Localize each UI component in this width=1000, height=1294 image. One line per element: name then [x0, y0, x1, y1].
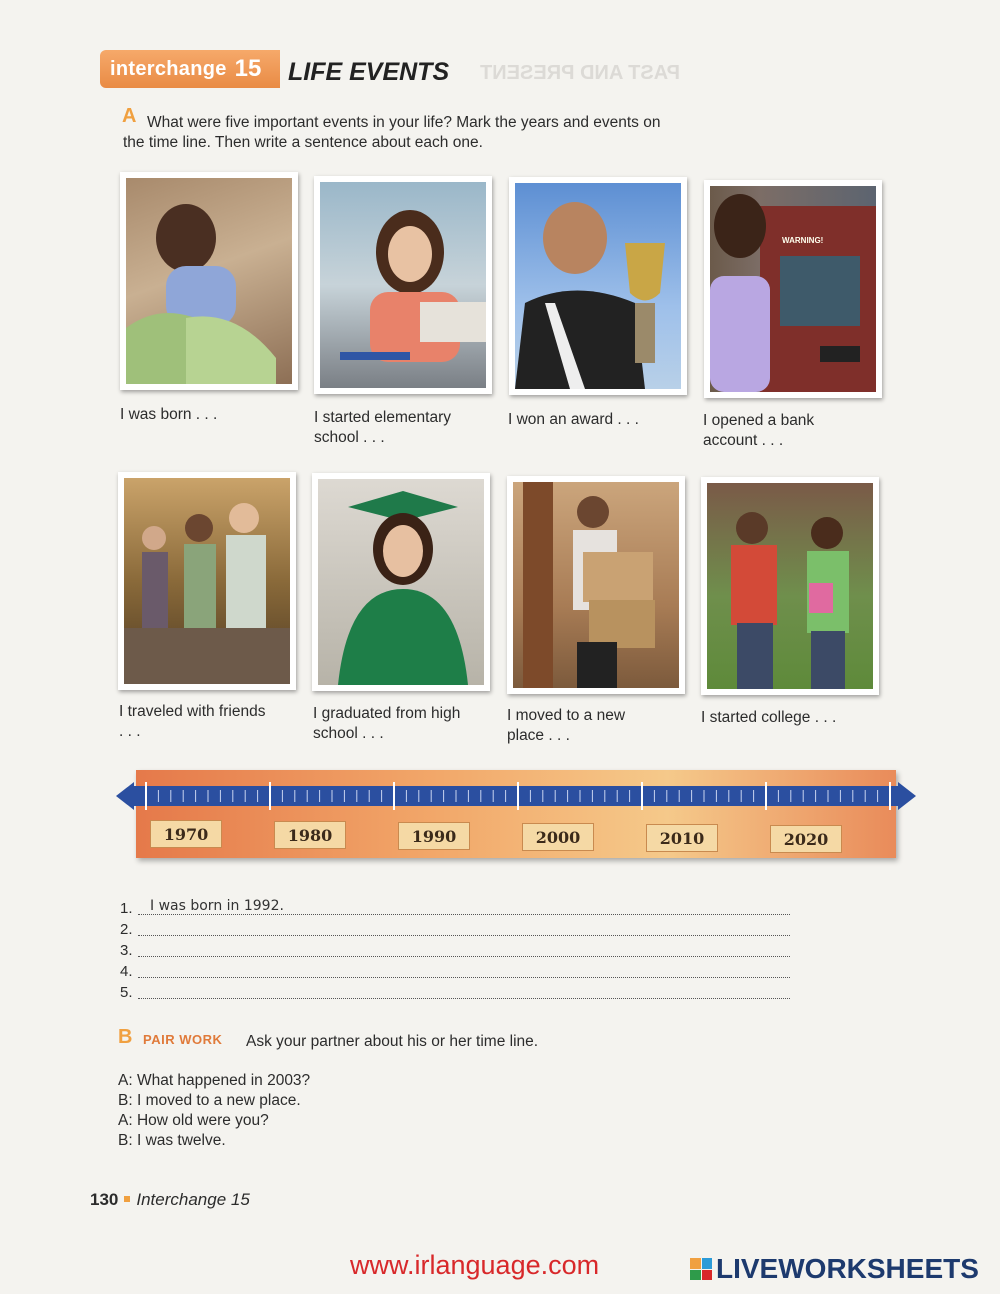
caption-graduated: I graduated from high school . . . — [313, 705, 461, 742]
answer-line-5[interactable] — [120, 984, 790, 1000]
badge-word: interchange — [110, 57, 227, 80]
page-number: 130 — [90, 1190, 119, 1209]
badge-number: 15 — [234, 55, 262, 82]
caption-college: I started college . . . — [701, 709, 837, 726]
answer-line-1[interactable] — [120, 900, 790, 916]
decade-1980: 1980 — [274, 821, 346, 849]
website-link[interactable]: www.irlanguage.com — [350, 1250, 600, 1280]
college-illustration — [707, 483, 873, 689]
caption-traveled: I traveled with friends . . . — [119, 703, 266, 740]
boy-trophy-illustration — [515, 183, 681, 389]
hikers-illustration — [124, 478, 290, 684]
liveworksheets-logo[interactable] — [690, 1253, 979, 1285]
decade-1990: 1990 — [398, 822, 470, 850]
dialogue-line: B: I was twelve. — [118, 1132, 226, 1149]
photo-elementary — [314, 176, 492, 394]
section-b-letter: B — [118, 1026, 133, 1048]
answer-number: 3. — [120, 942, 133, 959]
graduate-photo-icon — [318, 479, 484, 685]
photo-award — [509, 177, 687, 395]
hikers-photo-icon — [124, 478, 290, 684]
section-b-instructions: Ask your partner about his or her time line. — [246, 1033, 539, 1050]
answer-line-2[interactable] — [120, 921, 790, 937]
caption-born: I was born . . . — [120, 406, 218, 423]
answer-number: 5. — [120, 984, 133, 1001]
decade-2020: 2020 — [770, 825, 842, 853]
interchange-badge — [100, 50, 280, 88]
liveworksheets-grid-icon — [690, 1258, 712, 1280]
bullet-square-icon — [124, 1196, 130, 1202]
caption-bank: I opened a bank account . . . — [703, 412, 815, 449]
decade-1970: 1970 — [150, 820, 222, 848]
boy-trophy-photo-icon — [515, 183, 681, 389]
page-footer — [90, 1190, 250, 1210]
atm-photo-icon — [710, 186, 876, 392]
atm-illustration — [710, 186, 876, 392]
dialogue-line: A: How old were you? — [118, 1112, 269, 1129]
dialogue — [118, 1071, 310, 1151]
atm-warning-sign: WARNING! — [782, 236, 824, 245]
baby-photo-icon — [126, 178, 292, 384]
brand-text: LIVEWORKSHEETS — [716, 1253, 979, 1284]
schoolgirl-photo-icon — [320, 182, 486, 388]
photo-graduated — [312, 473, 490, 691]
pair-work-label: PAIR WORK — [143, 1032, 223, 1047]
photo-traveled — [118, 472, 296, 690]
decade-2000: 2000 — [522, 823, 594, 851]
photo-bank — [704, 180, 882, 398]
graduate-illustration — [318, 479, 484, 685]
answer-number: 4. — [120, 963, 133, 980]
dialogue-line: B: I moved to a new place. — [118, 1092, 301, 1109]
photo-born — [120, 172, 298, 390]
answer-text: I was born in 1992. — [150, 898, 284, 914]
answer-line-3[interactable] — [120, 942, 790, 958]
caption-moved: I moved to a new place . . . — [507, 707, 626, 744]
page-title: LIFE EVENTS — [288, 58, 450, 86]
photo-moved — [507, 476, 685, 694]
dialogue-line: A: What happened in 2003? — [118, 1072, 311, 1089]
schoolgirl-illustration — [320, 182, 486, 388]
decade-2010: 2010 — [646, 824, 718, 852]
answer-line-4[interactable] — [120, 963, 790, 979]
baby-illustration — [126, 178, 292, 384]
bleed-through-title: PAST AND PRESENT — [480, 62, 681, 84]
section-a-letter: A — [122, 105, 137, 127]
caption-award: I won an award . . . — [508, 411, 639, 428]
moving-boxes-photo-icon — [513, 482, 679, 688]
answer-number: 2. — [120, 921, 133, 938]
caption-elementary: I started elementary school . . . — [314, 409, 451, 446]
section-a-instructions: What were five important events in your life? Mark the years and events on the time line. Then write a sentence about each one. — [123, 114, 661, 151]
book-title: Interchange 15 — [136, 1190, 250, 1209]
answer-number: 1. — [120, 900, 133, 917]
photo-college — [701, 477, 879, 695]
college-students-photo-icon — [707, 483, 873, 689]
moving-illustration — [513, 482, 679, 688]
timeline-arrow — [116, 778, 916, 814]
